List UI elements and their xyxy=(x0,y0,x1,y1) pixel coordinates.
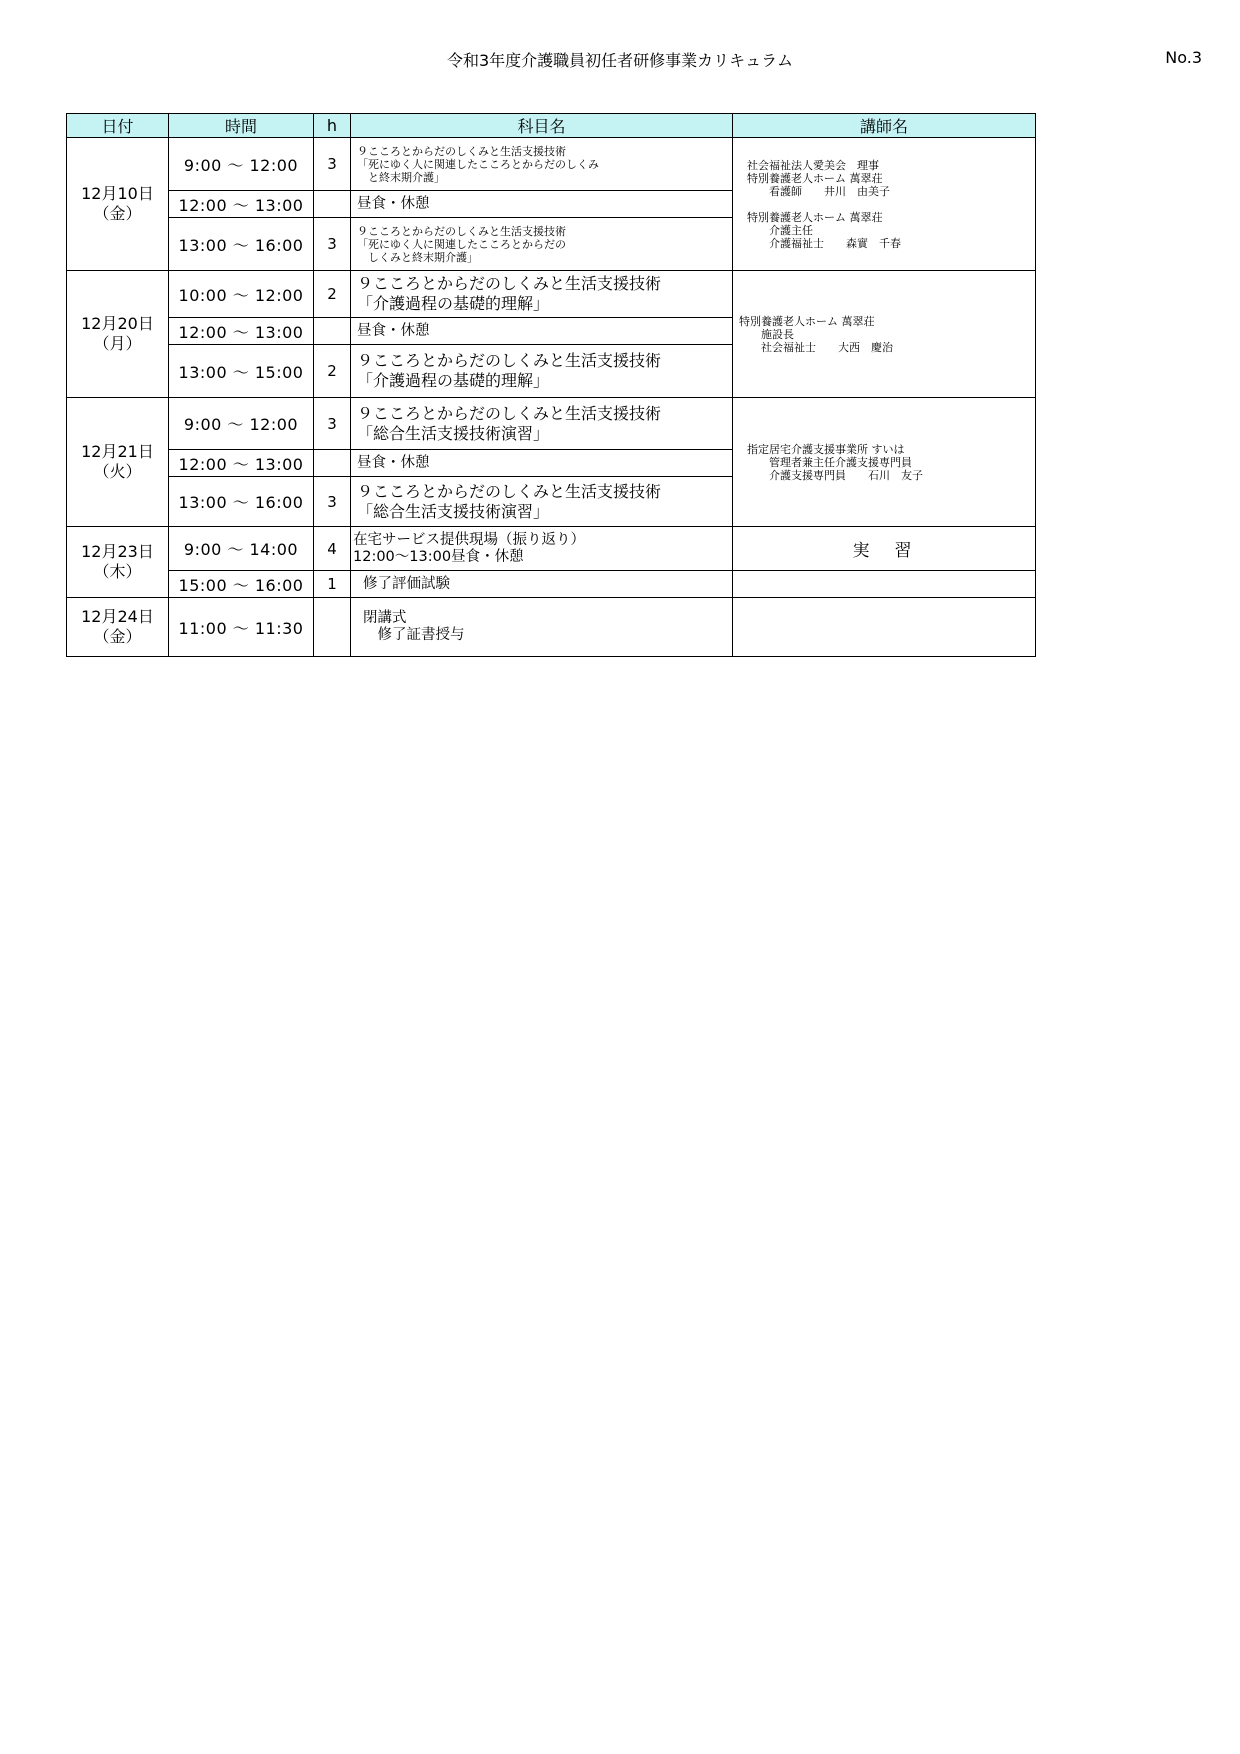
instructor-cell xyxy=(733,138,1036,271)
time-cell: 11:00 ～ 11:30 xyxy=(169,598,314,657)
time-cell: 12:00 ～ 13:00 xyxy=(169,450,314,477)
time-cell: 12:00 ～ 13:00 xyxy=(169,191,314,218)
instructor-line: 管理者兼主任介護支援専門員 xyxy=(747,455,912,469)
instructor-line: 特別養護老人ホーム 萬翠荘 xyxy=(747,171,883,185)
instructor-line: 社会福祉法人愛美会 理事 xyxy=(747,158,879,172)
subject-line: 在宅サービス提供現場（振り返り） xyxy=(353,531,585,548)
instructor-cell xyxy=(733,598,1036,657)
hours-cell: 1 xyxy=(314,571,351,598)
subject-line: 「死にゆく人に関連したこころとからだの xyxy=(357,237,566,251)
subject-cell xyxy=(351,218,733,271)
table-row xyxy=(67,138,1036,191)
subject-line: ９こころとからだのしくみと生活支援技術 xyxy=(357,351,662,370)
table-row xyxy=(67,271,1036,318)
instructor-line: 指定居宅介護支援事業所 すいは xyxy=(747,442,905,456)
subject-line: 「死にゆく人に関連したこころとからだのしくみ xyxy=(357,157,599,171)
hours-cell xyxy=(314,318,351,345)
time-cell: 9:00 ～ 12:00 xyxy=(169,398,314,450)
weekday-text: （月） xyxy=(93,334,142,353)
table-row xyxy=(67,527,1036,571)
subject-cell xyxy=(351,598,733,657)
time-cell: 9:00 ～ 12:00 xyxy=(169,138,314,191)
subject-line: 12:00～13:00昼食・休憩 xyxy=(353,548,524,565)
subject-cell xyxy=(351,318,733,345)
subject-line: ９こころとからだのしくみと生活支援技術 xyxy=(357,481,662,501)
subject-line: ９こころとからだのしくみと生活支援技術 xyxy=(357,144,566,158)
hours-cell: 3 xyxy=(314,218,351,271)
instructor-line: 社会福祉士 大西 慶治 xyxy=(739,340,893,354)
instructor-line: 介護主任 xyxy=(747,223,813,237)
time-cell: 15:00 ～ 16:00 xyxy=(169,571,314,598)
subject-line: と終末期介護」 xyxy=(357,170,445,184)
table-row xyxy=(67,398,1036,450)
hours-cell xyxy=(314,598,351,657)
time-cell: 9:00 ～ 14:00 xyxy=(169,527,314,571)
instructor-line: 介護福祉士 森實 千春 xyxy=(747,236,901,250)
instructor-cell xyxy=(733,571,1036,598)
subject-line: 昼食・休憩 xyxy=(357,322,430,339)
date-cell xyxy=(67,598,169,657)
date-cell xyxy=(67,398,169,527)
subject-cell xyxy=(351,271,733,318)
subject-cell xyxy=(351,191,733,218)
subject-cell xyxy=(351,138,733,191)
time-cell: 10:00 ～ 12:00 xyxy=(169,271,314,318)
subject-line: 「介護過程の基礎的理解」 xyxy=(357,371,550,390)
date-cell xyxy=(67,271,169,398)
instructor-line: 施設長 xyxy=(739,327,794,341)
subject-line: 修了評価試験 xyxy=(363,575,450,592)
table-header-row xyxy=(67,114,1036,138)
subject-line: ９こころとからだのしくみと生活支援技術 xyxy=(357,403,662,423)
table-row xyxy=(67,598,1036,657)
curriculum-table xyxy=(66,113,1036,657)
time-cell: 13:00 ～ 15:00 xyxy=(169,345,314,398)
hours-cell: 2 xyxy=(314,271,351,318)
table-row xyxy=(67,571,1036,598)
weekday-text: （木） xyxy=(93,562,142,581)
hours-cell: 3 xyxy=(314,138,351,191)
date-cell xyxy=(67,138,169,271)
hours-cell: 2 xyxy=(314,345,351,398)
date-cell xyxy=(67,527,169,598)
subject-line: 修了証書授与 xyxy=(363,627,465,643)
subject-line: しくみと終末期介護」 xyxy=(357,250,478,264)
instructor-line: 特別養護老人ホーム 萬翠荘 xyxy=(747,210,883,224)
hours-cell xyxy=(314,191,351,218)
instructor-cell: 実 習 xyxy=(733,527,1036,571)
instructor-cell xyxy=(733,398,1036,527)
date-text: 12月23日 xyxy=(81,542,154,561)
subject-cell xyxy=(351,571,733,598)
instructor-line xyxy=(747,198,1035,211)
weekday-text: （火） xyxy=(93,462,142,481)
hours-cell: 4 xyxy=(314,527,351,571)
header-time: 時間 xyxy=(169,114,314,138)
time-cell: 12:00 ～ 13:00 xyxy=(169,318,314,345)
time-cell: 13:00 ～ 16:00 xyxy=(169,218,314,271)
hours-cell: 3 xyxy=(314,477,351,527)
subject-line: 昼食・休憩 xyxy=(357,454,430,471)
subject-cell xyxy=(351,450,733,477)
header-date: 日付 xyxy=(67,114,169,138)
instructor-line: 介護支援専門員 石川 友子 xyxy=(747,468,923,482)
header-instructor: 講師名 xyxy=(733,114,1036,138)
header-subject: 科目名 xyxy=(351,114,733,138)
date-text: 12月10日 xyxy=(81,184,154,203)
instructor-line: 特別養護老人ホーム 萬翠荘 xyxy=(739,314,875,328)
subject-line: 昼食・休憩 xyxy=(357,195,430,212)
subject-cell xyxy=(351,398,733,450)
instructor-cell xyxy=(733,271,1036,398)
instructor-line: 看護師 井川 由美子 xyxy=(747,184,890,198)
time-cell: 13:00 ～ 16:00 xyxy=(169,477,314,527)
weekday-text: （金） xyxy=(93,627,142,646)
document-title: 令和3年度介護職員初任者研修事業カリキュラム xyxy=(446,51,794,70)
header-hours: h xyxy=(314,114,351,138)
hours-cell xyxy=(314,450,351,477)
subject-line: 「介護過程の基礎的理解」 xyxy=(357,294,550,313)
page-number: No.3 xyxy=(1165,48,1202,67)
subject-cell xyxy=(351,527,733,571)
subject-line: ９こころとからだのしくみと生活支援技術 xyxy=(357,274,662,293)
date-text: 12月24日 xyxy=(81,607,154,626)
date-text: 12月20日 xyxy=(81,314,154,333)
weekday-text: （金） xyxy=(93,204,142,223)
hours-cell: 3 xyxy=(314,398,351,450)
date-text: 12月21日 xyxy=(81,442,154,461)
subject-line: 「総合生活支援技術演習」 xyxy=(357,501,550,521)
subject-line: 「総合生活支援技術演習」 xyxy=(357,423,550,443)
subject-line: 閉講式 xyxy=(363,610,407,626)
subject-cell xyxy=(351,345,733,398)
subject-line: ９こころとからだのしくみと生活支援技術 xyxy=(357,224,566,238)
subject-cell xyxy=(351,477,733,527)
